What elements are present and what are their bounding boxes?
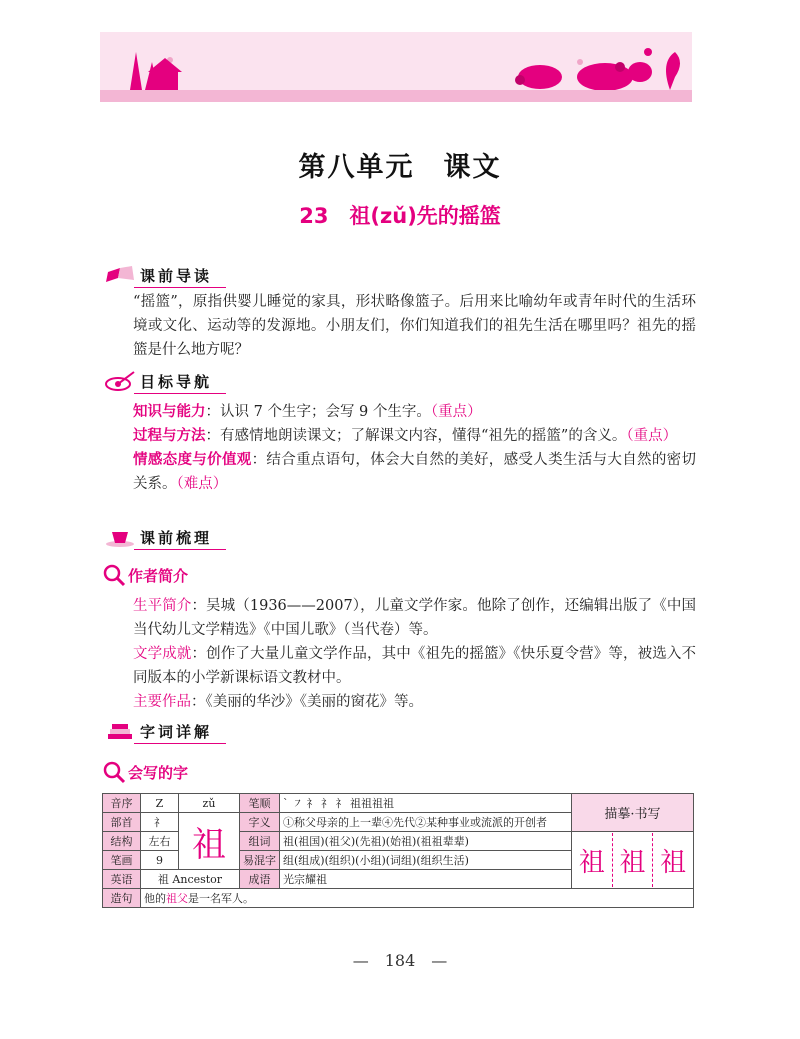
goal-item: 情感态度与价值观：结合重点语句，体会大自然的美好，感受人类生活与大自然的密切关系。（难点） <box>133 452 696 492</box>
section-review <box>104 524 224 550</box>
section-preview <box>104 262 224 288</box>
section-label: 课前导读 <box>140 266 213 285</box>
big-character: 祖 <box>179 813 240 870</box>
goal-item: 过程与方法：有感情地朗读课文；了解课文内容，懂得“祖先的摇篮”的含义。（重点） <box>133 428 678 444</box>
trace-char: 祖 <box>613 833 654 887</box>
trace-char: 祖 <box>572 833 613 887</box>
character-table: 音序 Z zǔ 笔顺 ` ㇇ 礻 礻 礻 祖祖祖祖 描摹·书写 部首 礻 祖 字义 ①称父母亲的上一辈④先代②某种事业或流派的开创者 结构 左右 组词 祖(祖国)(祖父)(先祖)(始祖)(祖祖辈辈) 祖 祖 祖 笔画 9 易混字 组(组成)(组织)(小组)(词组)(组织生活) 英语 祖 Ancestor 成语 光宗耀祖 造句 他的祖父是一名军人。 <box>102 793 694 908</box>
book-icon <box>104 264 136 286</box>
trace-char: 祖 <box>660 847 687 878</box>
preview-paragraph: “摇篮”，原指供婴儿睡觉的家具，形状略像篮子。后用来比喻幼年或青年时代的生活环境或文化、运动等的发源地。小朋友们，你们知道我们的祖先生活在哪里吗？祖先的摇篮是什么地方呢？ <box>133 294 696 358</box>
author-item: 主要作品：《美丽的华沙》《美丽的窗花》等。 <box>133 694 423 710</box>
example-sentence: 他的祖父是一名军人。 <box>141 889 694 908</box>
trace-header: 描摹·书写 <box>572 794 694 832</box>
unit-title: 第八单元 课文 <box>298 152 502 183</box>
section-label: 课前梳理 <box>140 528 213 547</box>
author-info <box>104 594 696 714</box>
header-bar <box>100 90 692 102</box>
subsection-author: 作者简介 <box>102 563 188 587</box>
author-item: 文学成就：创作了大量儿童文学作品，其中《祖先的摇篮》《快乐夏令营》等，被选入不同版本的小学新课标语文教材中。 <box>133 646 696 686</box>
goals-list <box>104 400 696 496</box>
author-item: 生平简介：吴城（1936——2007），儿童文学作家。他除了创作，还编辑出版了《中国当代幼儿文学精选》《中国儿歌》（当代卷）等。 <box>133 598 696 638</box>
cup-icon <box>104 526 136 548</box>
section-label: 目标导航 <box>140 372 213 391</box>
books-icon <box>104 720 136 742</box>
trace-cells[interactable] <box>572 832 694 889</box>
lesson-title: 23 祖(zǔ)先的摇篮 <box>299 204 501 228</box>
subsection-write: 会写的字 <box>102 760 188 784</box>
target-icon <box>104 370 136 392</box>
section-goals <box>104 368 224 394</box>
page-number: — 184 — <box>352 951 448 970</box>
section-words <box>104 718 224 744</box>
section-label: 字词详解 <box>140 722 213 741</box>
goal-item: 知识与能力：认识 7 个生字；会写 9 个生字。（重点） <box>133 404 482 420</box>
magnifier-icon <box>102 563 126 587</box>
magnifier-icon <box>102 760 126 784</box>
